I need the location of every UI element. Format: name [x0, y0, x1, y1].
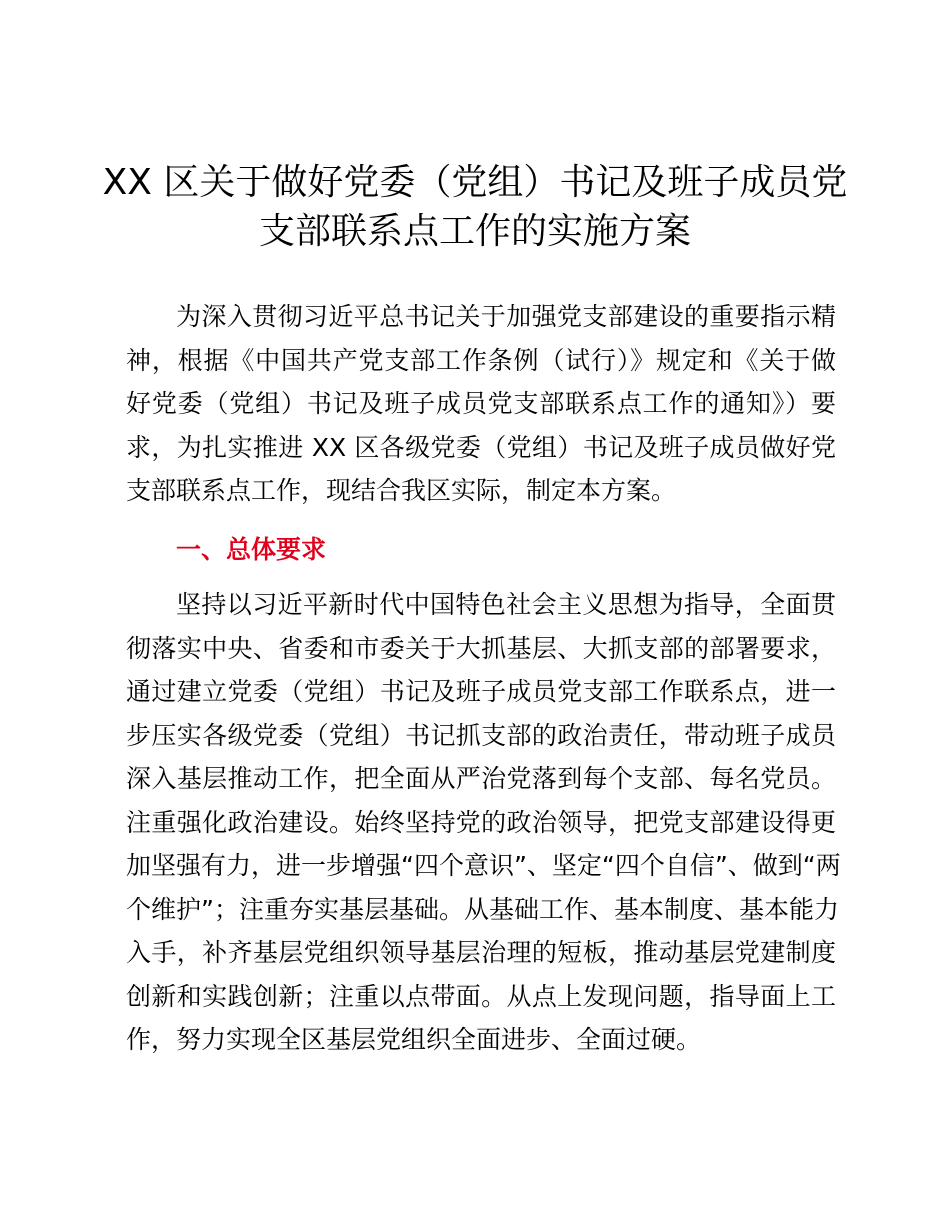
- body-paragraph: [126, 583, 841, 1062]
- intro-line: 好党委（党组）书记及班子成员党支部联系点工作的通知》）要: [126, 389, 836, 418]
- intro-line: 求，为扎实推进 XX 区各级党委（党组）书记及班子成员做好党: [126, 432, 836, 462]
- section-heading: 一、总体要求: [176, 535, 327, 564]
- body-line: 作，努力实现全区基层党组织全面进步、全面过硬。: [126, 1025, 702, 1054]
- body-line: 创新和实践创新；注重以点带面。从点上发现问题，指导面上工: [126, 981, 836, 1011]
- intro-paragraph: [126, 295, 836, 513]
- body-line: 通过建立党委（党组）书记及班子成员党支部工作联系点，进一: [126, 677, 836, 706]
- title-line-2: 支部联系点工作的实施方案: [258, 211, 691, 252]
- title-line-1: XX 区关于做好党委（党组）书记及班子成员党: [102, 162, 848, 203]
- body-line: 加坚强有力，进一步增强“四个意识”、坚定“四个自信”、做到“两: [126, 851, 841, 880]
- intro-line: 支部联系点工作，现结合我区实际，制定本方案。: [126, 476, 677, 505]
- body-line: 步压实各级党委（党组）书记抓支部的政治责任，带动班子成员: [126, 720, 836, 750]
- intro-line: 为深入贯彻习近平总书记关于加强党支部建设的重要指示精: [176, 302, 836, 331]
- body-line: 注重强化政治建设。始终坚持党的政治领导，把党支部建设得更: [126, 807, 836, 837]
- body-line: 深入基层推动工作，把全面从严治党落到每个支部、每名党员。: [126, 764, 836, 793]
- document-title: [100, 158, 850, 256]
- body-line: 彻落实中央、省委和市委关于大抓基层、大抓支部的部署要求，: [126, 633, 836, 663]
- body-line: 个维护”；注重夯实基层基础。从基础工作、基本制度、基本能力: [126, 894, 839, 924]
- body-line: 入手，补齐基层党组织领导基层治理的短板，推动基层党建制度: [126, 938, 836, 967]
- intro-line: 神，根据《中国共产党支部工作条例（试行）》规定和《关于做: [126, 345, 836, 375]
- body-line: 坚持以习近平新时代中国特色社会主义思想为指导，全面贯: [176, 590, 836, 619]
